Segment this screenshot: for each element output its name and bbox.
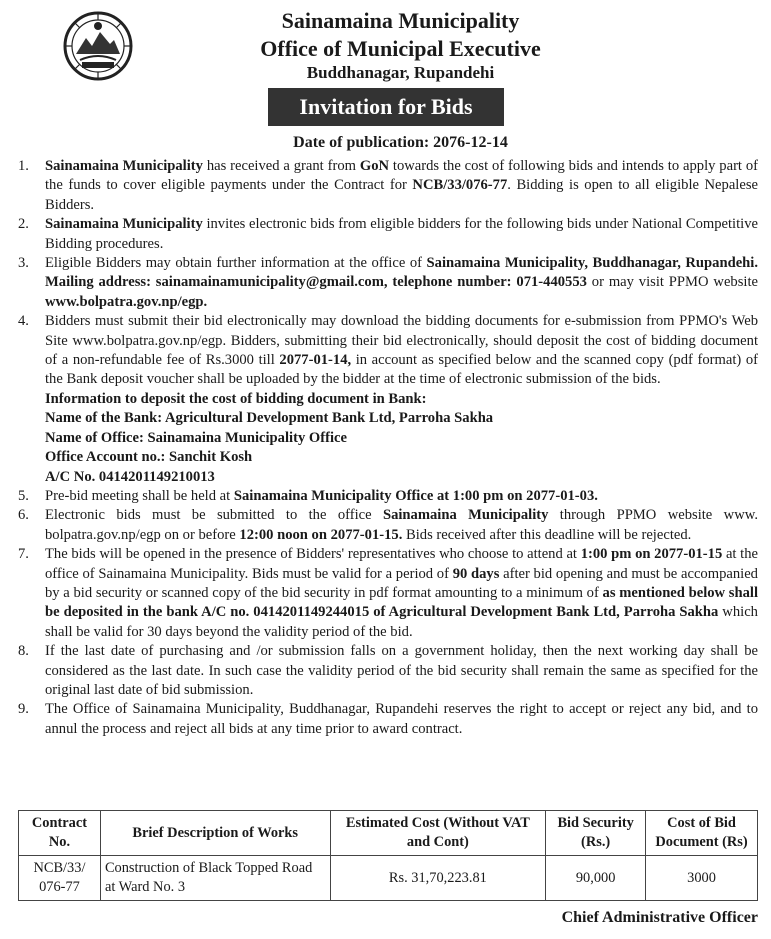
col-estimated-cost: Estimated Cost (Without VAT and Cont) <box>330 811 546 856</box>
clause-3 <box>18 254 758 312</box>
cell-bid-security: 90,000 <box>546 856 646 901</box>
clause-number: 4. <box>18 313 29 330</box>
clause-1 <box>18 157 758 215</box>
municipality-name: Sainamaina Municipality <box>281 8 520 33</box>
cell-description: Construction of Black Topped Road at Ward No. 3 <box>100 856 330 901</box>
clause-number: 5. <box>18 487 29 504</box>
clause-text: The bids will be opened in the presence of Bidders' representatives who choose to attend at 1:00 pm on 2077-01-15 at the office of Sainamaina Municipality. Bids must be valid for a period of 90 days after bid opening and must be accompanied by a bid security or scanned copy of the bid security in pdf format amounting to a minimum of as mentioned below shall be deposited in the bank A/C no. 0414201149244015 of Agricultural Development Bank Ltd, Parroha Sakha which shall be valid for 30 days beyond the validity period of the bid. <box>45 546 758 640</box>
table-header-row <box>19 811 758 856</box>
clause-number: 1. <box>18 158 29 174</box>
clause-9 <box>18 700 758 739</box>
publication-date: Date of publication: 2076-12-14 <box>293 134 508 151</box>
clause-4 <box>18 312 758 390</box>
col-cost-of-doc: Cost of Bid Document (Rs) <box>646 811 758 856</box>
bank-name: Name of the Bank: Agricultural Development Bank Ltd, Parroha Sakha <box>45 410 494 427</box>
bank-deposit-info <box>18 390 758 487</box>
clause-text: If the last date of purchasing and /or submission falls on a government holiday, then the next working day shall be considered as the last date. In such case the validity period of the bid security shall remain the same as specified for the original last date of bid submission. <box>45 643 758 698</box>
clause-8 <box>18 642 758 700</box>
clause-number: 7. <box>18 546 29 563</box>
notice-title-banner: Invitation for Bids <box>268 88 504 126</box>
clause-text: Pre-bid meeting shall be held at Sainamaina Municipality Office at 1:00 pm on 2077-01-03. <box>45 487 598 504</box>
signoff: Chief Administrative Officer <box>561 909 758 926</box>
clause-7 <box>18 545 758 642</box>
col-bid-security: Bid Security (Rs.) <box>546 811 646 856</box>
clause-text: Sainamaina Municipality invites electronic bids from eligible bidders for the following bids under National Competitive Bidding procedures. <box>45 216 758 252</box>
clause-number: 3. <box>18 255 29 272</box>
clause-5 <box>18 487 758 506</box>
clause-list <box>18 157 758 739</box>
bank-info-heading: Information to deposit the cost of bidding document in Bank: <box>45 390 427 407</box>
cell-cost-of-doc: 3000 <box>646 856 758 901</box>
clause-number: 6. <box>18 507 29 524</box>
cell-contract-no: NCB/33/ 076-77 <box>19 856 101 901</box>
clause-text: Bidders must submit their bid electronically may download the bidding documents for e-submission from PPMO's Web Site www.bolpatra.gov.np/egp. Bidders, submitting their bid electronically, should deposit the cost of bidding document of a non-refundable fee of Rs.3000 till 2077-01-14, in account as specified below and the scanned copy (pdf format) of the Bank deposit voucher shall be uploaded by the bidder at the time of electronic submission of the bids. <box>45 313 758 388</box>
clause-number: 9. <box>18 701 29 718</box>
cell-estimated-cost: Rs. 31,70,223.81 <box>330 856 546 901</box>
clause-text: Eligible Bidders may obtain further information at the office of Sainamaina Municipality, Buddhanagar, Rupandehi. Mailing address: sainamainamunicipality@gmail.com, telephone number: 071-440553 or may visit PPMO website www.bolpatra.gov.np/egp. <box>45 255 758 310</box>
clause-2 <box>18 215 758 254</box>
office-name: Office of Municipal Executive <box>260 36 541 61</box>
clause-number: 2. <box>18 216 29 233</box>
account-number: A/C No. 0414201149210013 <box>45 468 215 485</box>
col-contract-no: Contract No. <box>19 811 101 856</box>
bid-table <box>18 810 758 901</box>
table-row <box>19 856 758 901</box>
clause-6 <box>18 506 758 545</box>
office-account: Office Account no.: Sanchit Kosh <box>45 449 253 466</box>
clause-number: 8. <box>18 643 29 660</box>
office-address: Buddhanagar, Rupandehi <box>306 63 495 82</box>
clause-text: Sainamaina Municipality has received a grant from GoN towards the cost of following bids and intends to apply part of the funds to cover eligible payments under the Contract for NCB/33/076-77. Bidding is open to all eligible Nepalese Bidders. <box>45 158 759 213</box>
col-description: Brief Description of Works <box>100 811 330 856</box>
clause-text: The Office of Sainamaina Municipality, Buddhanagar, Rupandehi reserves the right to accept or reject any bid, and to annul the process and reject all bids at any time prior to award contract. <box>45 701 758 737</box>
office-name-line: Name of Office: Sainamaina Municipality Office <box>45 429 347 446</box>
clause-text: Electronic bids must be submitted to the office Sainamaina Municipality through PPMO website www. bolpatra.gov.np/egp on or before 12:00 noon on 2077-01-15. Bids received after this deadline will be rejected. <box>45 507 758 543</box>
